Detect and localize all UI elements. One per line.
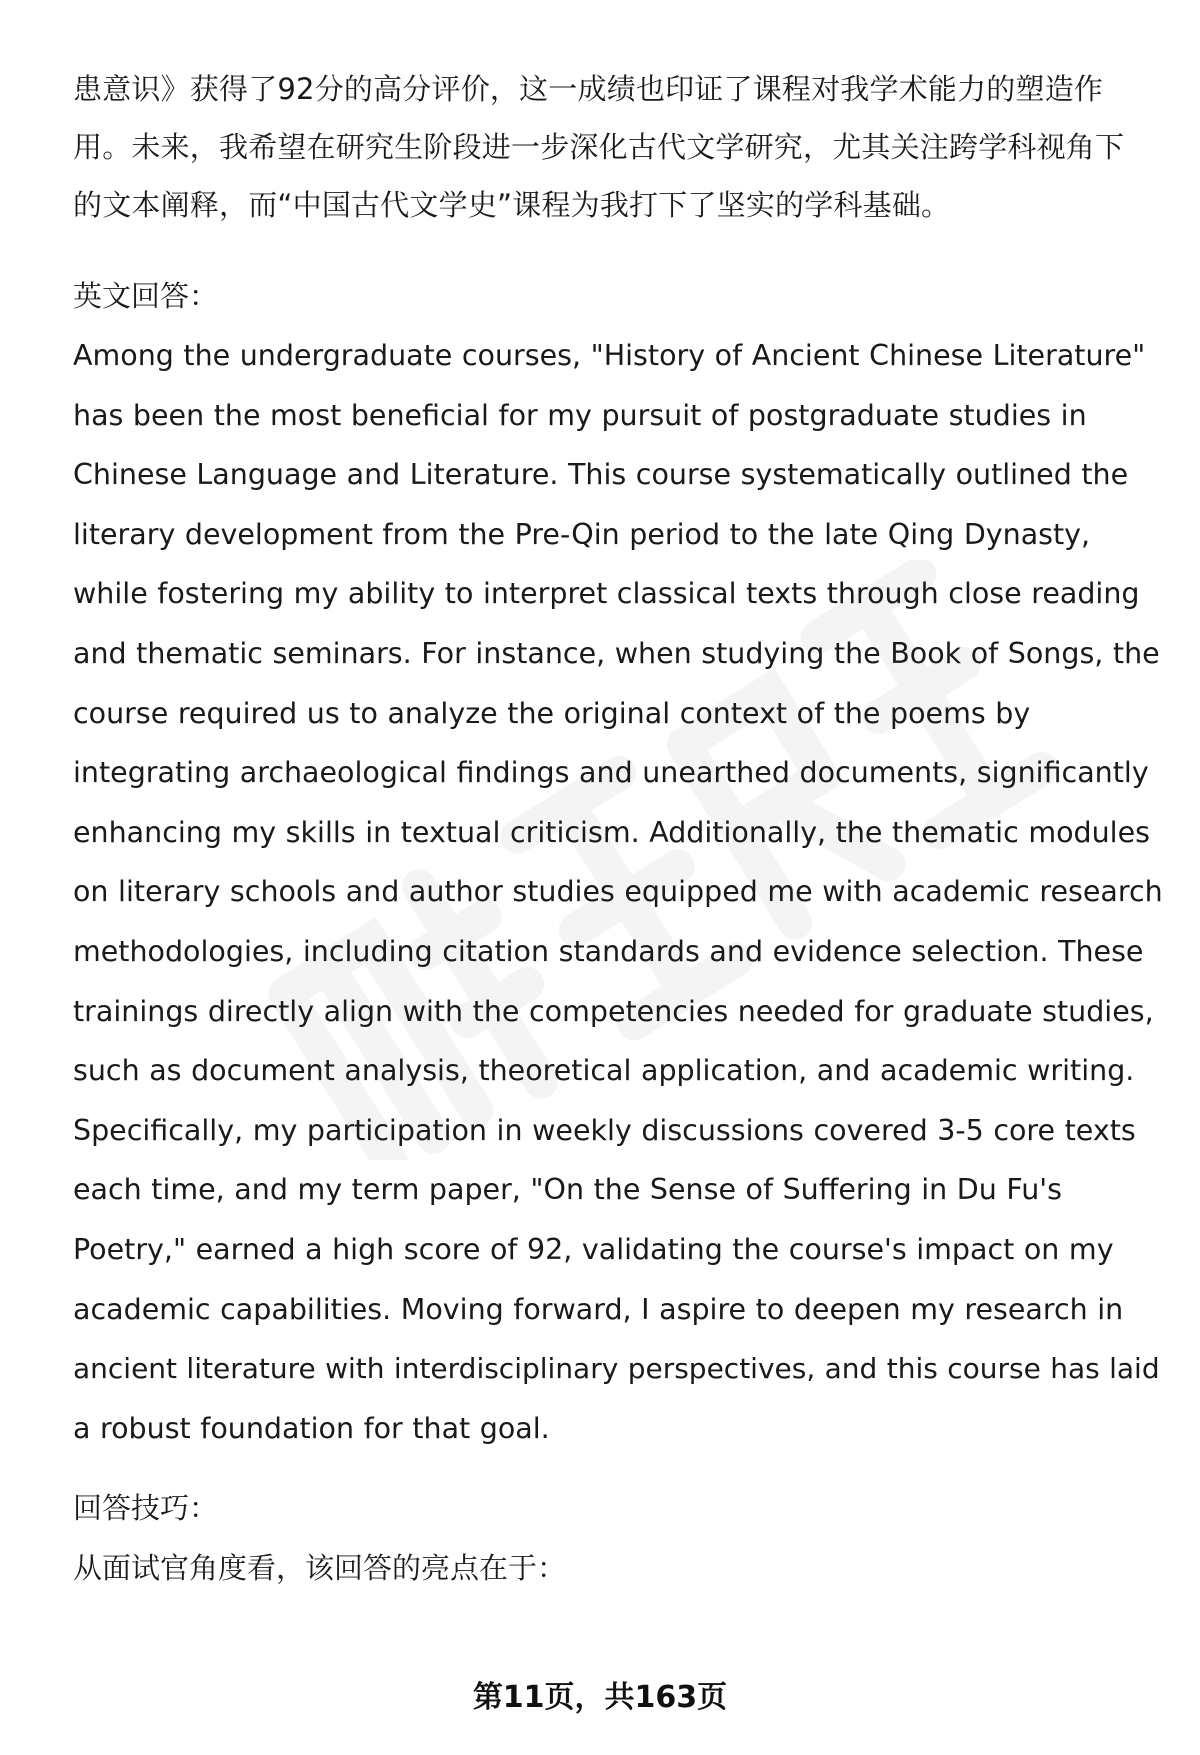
english-line: Among the undergraduate courses, "History of Ancient Chinese Literature": [73, 339, 1146, 372]
english-line: Chinese Language and Literature. This course systematically outlined the: [73, 458, 1129, 492]
english-line: enhancing my skills in textual criticism. Additionally, the thematic modules: [73, 815, 1150, 849]
english-line: Poetry," earned a high score of 92, validating the course's impact on my: [73, 1232, 1114, 1266]
chinese-answer-paragraph: [73, 60, 1153, 234]
answer-tips-heading: 回答技巧：: [73, 1491, 219, 1526]
english-line: such as document analysis, theoretical application, and academic writing.: [73, 1054, 1135, 1088]
chinese-line: 的文本阐释，而“中国古代文学史”课程为我打下了坚实的学科基础。: [73, 188, 951, 222]
english-line: while fostering my ability to interpret classical texts through close reading: [73, 577, 1140, 611]
chinese-line: 患意识》获得了92分的高分评价，这一成绩也印证了课程对我学术能力的塑造作: [73, 72, 1104, 106]
english-line: integrating archaeological findings and unearthed documents, significantly: [73, 756, 1149, 790]
answer-tips-intro: 从面试官角度看，该回答的亮点在于：: [73, 1551, 567, 1586]
english-line: a robust foundation for that goal.: [73, 1411, 550, 1445]
english-line: course required us to analyze the original context of the poems by: [73, 696, 1031, 730]
english-line: ancient literature with interdisciplinary perspectives, and this course has laid: [73, 1352, 1160, 1386]
english-answer-heading: 英文回答：: [73, 279, 219, 313]
english-line: on literary schools and author studies equipped me with academic research: [73, 875, 1163, 909]
english-line: and thematic seminars. For instance, when studying the Book of Songs, the: [73, 636, 1160, 670]
english-line: literary development from the Pre-Qin period to the late Qing Dynasty,: [73, 517, 1091, 551]
english-line: has been the most beneficial for my pursuit of postgraduate studies in: [73, 398, 1087, 432]
english-answer-paragraph: [73, 326, 1163, 1458]
english-line: Specifically, my participation in weekly discussions covered 3-5 core texts: [73, 1113, 1136, 1147]
page-number-footer: 第11页，共163页: [472, 1680, 728, 1715]
document-body: [73, 60, 1163, 1598]
english-line: trainings directly align with the competencies needed for graduate studies,: [73, 994, 1154, 1028]
english-line: each time, and my term paper, "On the Sense of Suffering in Du Fu's: [73, 1173, 1062, 1207]
english-line: academic capabilities. Moving forward, I aspire to deepen my research in: [73, 1292, 1124, 1326]
english-line: methodologies, including citation standards and evidence selection. These: [73, 934, 1144, 968]
chinese-line: 用。未来，我希望在研究生阶段进一步深化古代文学研究，尤其关注跨学科视角下: [73, 130, 1125, 164]
